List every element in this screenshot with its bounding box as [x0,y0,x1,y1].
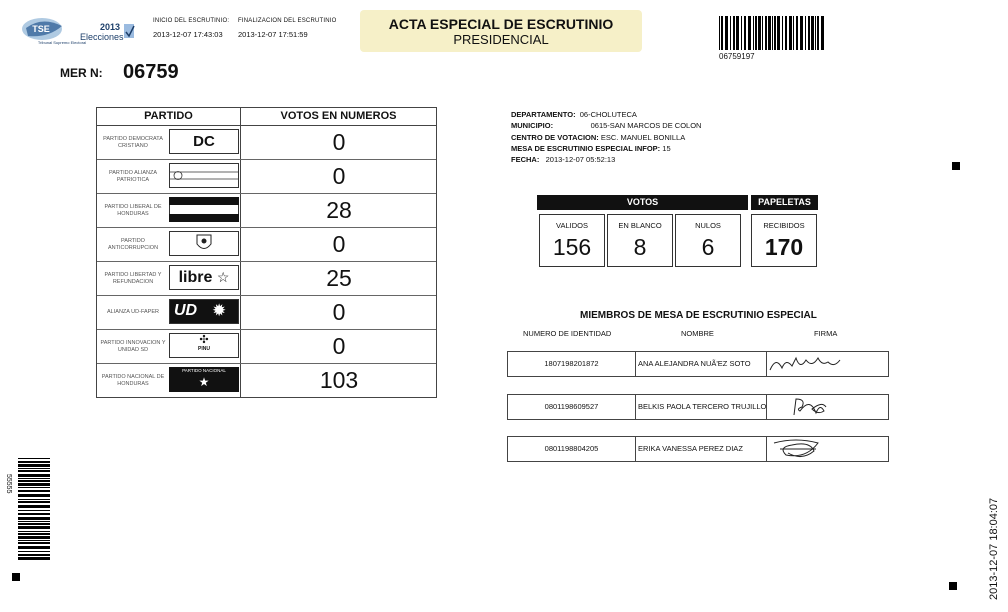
elecciones-text: Elecciones [80,32,124,42]
col-name-header: NOMBRE [681,329,714,338]
fecha-value: 2013-12-07 05:52:13 [545,155,616,165]
nulos-cell [675,214,741,267]
member-row [507,436,889,462]
validos-label: VALIDOS [556,221,588,230]
signature-image [766,395,846,419]
member-row [507,394,889,420]
member-id: 1807198201872 [508,352,636,376]
party-votes-table [96,107,437,398]
party-name: PARTIDO ALIANZA PATRIOTICA [108,169,158,183]
party-name: PARTIDO DEMOCRATA CRISTIANO [103,135,163,149]
mer-label: MER N: [60,66,103,80]
nulos-value: 6 [701,234,715,260]
mesa-value: 15 [662,143,671,153]
party-row-pinu [97,330,436,364]
party-name: ALIANZA UD-FAPER [107,309,159,315]
pl-flag-logo [169,197,239,222]
document-title-box [360,10,642,52]
sun-icon: ✹ [212,301,227,320]
votos-header: VOTOS [537,195,748,210]
pinu-logo-text: PINU [198,346,210,352]
col-id-header: NUMERO DE IDENTIDAD [523,329,612,338]
member-name: BELKIS PAOLA TERCERO TRUJILLO [636,395,767,419]
svg-text:Tribunal Supremo Electoral: Tribunal Supremo Electoral [37,40,87,45]
libre-logo-text: libre [178,269,213,286]
elecciones-year: 2013 [100,22,121,32]
party-name: PARTIDO LIBERAL DE HONDURAS [104,203,162,217]
party-name: PARTIDO ANTICORRUPCION [107,237,159,251]
pac-logo [169,163,239,188]
centro-label: CENTRO DE VOTACION: [511,132,599,142]
star-icon: ☆ [216,269,230,285]
party-name: PARTIDO LIBERTAD Y REFUNDACION [104,271,162,285]
member-name: ANA ALEJANDRA NUÃ'EZ SOTO [636,352,767,376]
party-name: PARTIDO NACIONAL DE HONDURAS [101,373,165,387]
party-votes: 0 [332,163,346,189]
anticorrupcion-shield-logo [169,231,239,256]
departamento-value: 06-CHOLUTECA [579,110,637,119]
ballot-hand-icon [122,22,136,42]
mesa-label: MESA DE ESCRUTINIO ESPECIAL INFOP: [511,143,661,153]
ud-logo [169,299,239,324]
col-sign-header: FIRMA [814,329,838,338]
side-barcode-number: 55555 [5,474,12,494]
signature-image [766,437,846,461]
ud-logo-text: UD [174,302,198,319]
party-votes: 103 [319,367,359,393]
fin-value: 2013-12-07 17:51:59 [238,30,308,39]
blanco-label: EN BLANCO [618,221,662,230]
party-votes: 25 [326,265,352,291]
inicio-label: INICIO DEL ESCRUTINIO: [153,18,230,24]
recibidos-cell [751,214,817,267]
blanco-cell [607,214,673,267]
municipio-value: 0615-SAN MARCOS DE COLON [590,121,702,131]
party-votes: 0 [332,231,346,257]
col-votes-header: VOTOS EN NUMEROS [241,108,436,126]
fecha-label: FECHA: [511,155,540,165]
location-info [511,109,701,165]
pn-logo-text: PARTIDO NACIONAL [182,368,226,373]
members-title: MIEMBROS DE MESA DE ESCRUTINIO ESPECIAL [580,310,817,321]
dc-logo-text: DC [193,133,215,150]
recibidos-value: 170 [764,234,804,260]
papeletas-header: PAPELETAS [751,195,818,210]
party-row-pac [97,160,436,194]
party-row-libre [97,262,436,296]
pinu-logo [169,333,239,358]
blanco-value: 8 [633,234,647,260]
elecciones-logo [78,22,138,48]
registration-mark [12,573,20,581]
municipio-label: MUNICIPIO: [511,121,554,131]
party-votes: 28 [326,197,352,223]
top-barcode [719,16,823,50]
party-votes: 0 [332,333,346,359]
validos-cell [539,214,605,267]
barcode-number: 06759197 [719,52,755,61]
validos-value: 156 [552,234,592,260]
party-row-dc [97,126,436,160]
svg-text:TSE: TSE [32,24,50,34]
pinu-symbol-icon: ✣ [199,334,209,346]
party-row-pl [97,194,436,228]
party-name: PARTIDO INNOVACION Y UNIDAD SD [100,339,166,353]
star-icon: ★ [198,375,210,389]
member-name: ERIKA VANESSA PEREZ DIAZ [636,437,767,461]
party-row-pn [97,364,436,397]
nulos-label: NULOS [695,221,721,230]
side-barcode [18,458,50,562]
scan-timestamp: 2013-12-07 18:04:07 [988,497,1000,600]
member-id: 0801198609527 [508,395,636,419]
departamento-label: DEPARTAMENTO: [511,110,576,119]
registration-mark [949,582,957,590]
centro-value: ESC. MANUEL BONILLA [600,132,686,142]
document-subtitle: PRESIDENCIAL [453,32,549,47]
member-id: 0801198804205 [508,437,636,461]
member-row [507,351,889,377]
party-row-anticorrupcion [97,228,436,262]
dc-logo [169,129,239,154]
party-votes: 0 [332,299,346,325]
signature-image [766,352,846,376]
inicio-value: 2013-12-07 17:43:03 [153,30,223,39]
pn-logo [169,367,239,392]
document-title: ACTA ESPECIAL DE ESCRUTINIO [388,16,614,32]
party-row-ud [97,296,436,330]
fin-label: FINALIZACION DEL ESCRUTINIO [238,18,337,24]
col-party-header: PARTIDO [97,108,240,126]
registration-mark [952,162,960,170]
mer-number: 06759 [123,61,179,83]
libre-logo [169,265,239,290]
party-votes: 0 [332,129,346,155]
tse-logo [18,14,87,46]
recibidos-label: RECIBIDOS [763,221,805,230]
